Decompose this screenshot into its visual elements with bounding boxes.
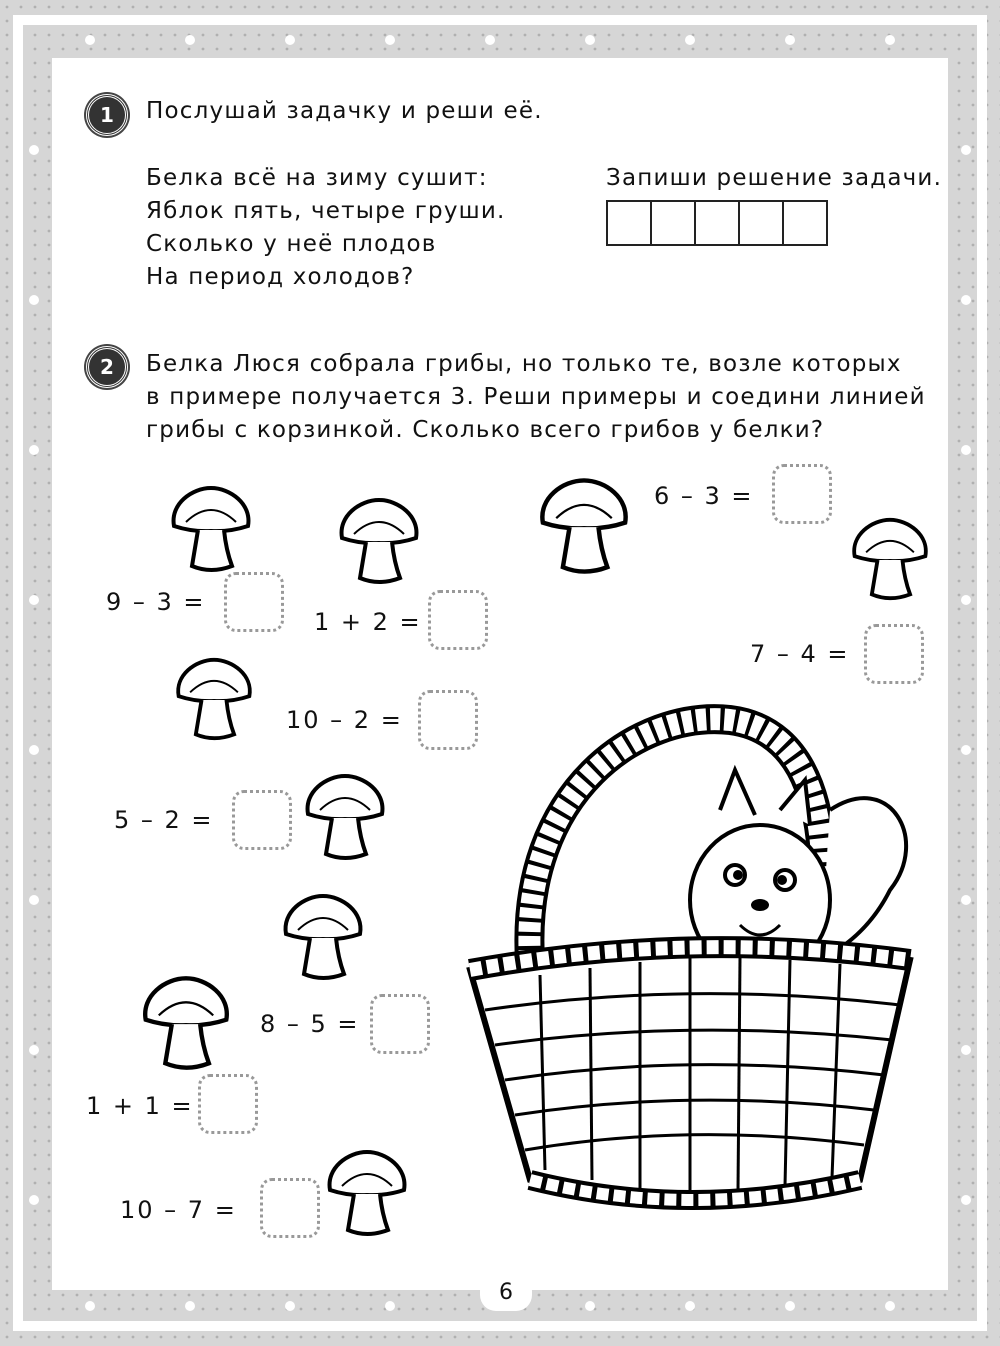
example-4: 7 – 4 = <box>750 640 850 668</box>
example-1: 9 – 3 = <box>106 588 206 616</box>
example-7: 8 – 5 = <box>260 1010 360 1038</box>
answer-cell[interactable] <box>784 202 826 244</box>
page-number: 6 <box>480 1275 532 1311</box>
example-9-answer-box[interactable] <box>260 1178 320 1238</box>
example-8-answer-box[interactable] <box>198 1074 258 1134</box>
mushroom-icon[interactable] <box>336 496 422 586</box>
example-6-answer-box[interactable] <box>232 790 292 850</box>
example-3: 6 – 3 = <box>654 482 754 510</box>
answer-cell[interactable] <box>608 202 652 244</box>
example-1-answer-box[interactable] <box>224 572 284 632</box>
example-9: 10 – 7 = <box>120 1196 237 1224</box>
example-8: 1 + 1 = <box>86 1092 194 1120</box>
example-7-answer-box[interactable] <box>370 994 430 1054</box>
mushroom-icon[interactable] <box>848 516 932 602</box>
example-4-answer-box[interactable] <box>864 624 924 684</box>
mushroom-icon[interactable] <box>168 484 254 574</box>
poem-line-2: Яблок пять, четыре груши. <box>146 198 506 224</box>
mushroom-icon[interactable] <box>536 476 632 576</box>
example-5: 10 – 2 = <box>286 706 403 734</box>
mushroom-icon[interactable] <box>324 1148 410 1238</box>
task2-text-line-1: Белка Люся собрала грибы, но только те, возле которых <box>146 351 902 377</box>
poem-line-1: Белка всё на зиму сушит: <box>146 165 488 191</box>
basket-squirrel-illustration[interactable] <box>460 700 920 1240</box>
example-6: 5 – 2 = <box>114 806 214 834</box>
task-number-badge-1: 1 <box>86 94 128 136</box>
task1-instruction: Послушай задачку и реши её. <box>146 98 543 124</box>
answer-label: Запиши решение задачи. <box>606 165 943 191</box>
mushroom-icon[interactable] <box>172 656 256 742</box>
answer-grid[interactable] <box>606 200 828 246</box>
task2-text-line-3: грибы с корзинкой. Сколько всего грибов у белки? <box>146 417 825 443</box>
example-3-answer-box[interactable] <box>772 464 832 524</box>
poem-line-3: Сколько у неё плодов <box>146 231 437 257</box>
answer-cell[interactable] <box>696 202 740 244</box>
mushroom-icon[interactable] <box>302 772 388 862</box>
poem-line-4: На период холодов? <box>146 264 415 290</box>
answer-cell[interactable] <box>652 202 696 244</box>
example-2-answer-box[interactable] <box>428 590 488 650</box>
task-number-badge-2: 2 <box>86 346 128 388</box>
mushroom-icon[interactable] <box>280 892 366 982</box>
task2-text-line-2: в примере получается 3. Реши примеры и соедини линией <box>146 384 926 410</box>
answer-cell[interactable] <box>740 202 784 244</box>
mushroom-icon[interactable] <box>138 974 234 1072</box>
example-2: 1 + 2 = <box>314 608 422 636</box>
